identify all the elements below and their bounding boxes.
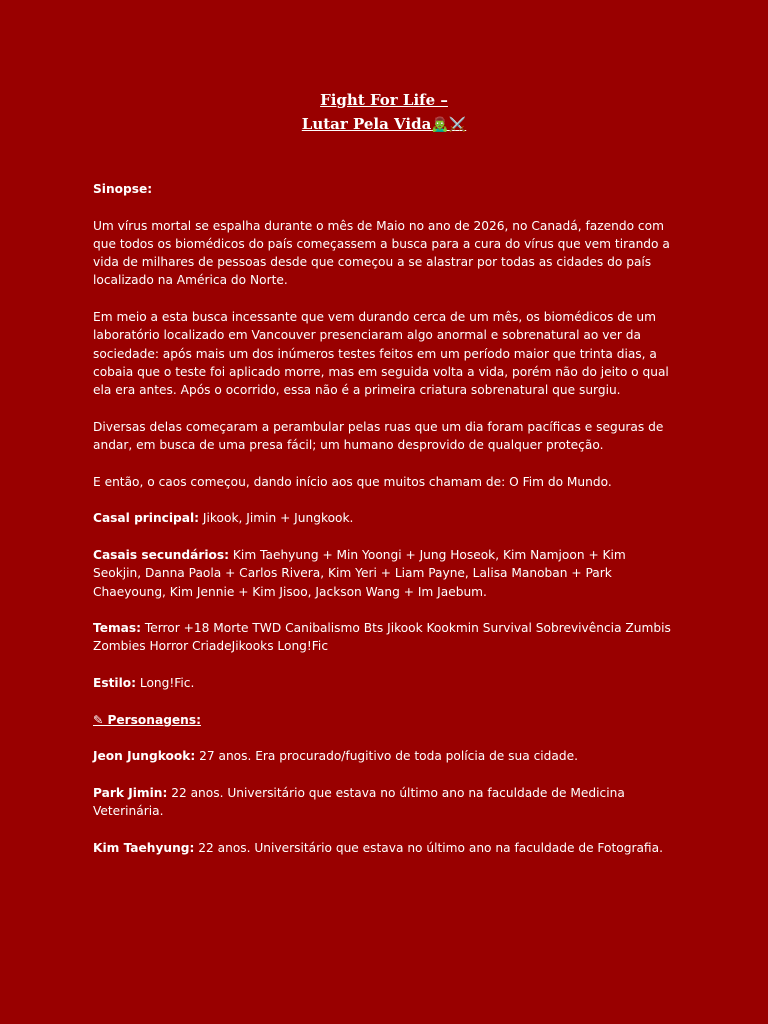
character-entry — [93, 747, 673, 765]
sinopse-heading — [93, 180, 673, 198]
character-description: 27 anos. Era procurado/fugitivo de toda polícia de sua cidade. — [195, 749, 578, 764]
main-couple-value: Jikook, Jimin + Jungkook. — [199, 511, 354, 526]
document-title — [0, 88, 768, 137]
zombie-swords-icon: 🧟‍♂️⚔️ — [431, 117, 467, 133]
themes-line — [93, 619, 673, 656]
character-name: Jeon Jungkook: — [93, 749, 196, 764]
main-couple-label: Casal principal: — [93, 511, 200, 526]
character-description: 22 anos. Universitário que estava no último ano na faculdade de Fotografia. — [194, 840, 663, 855]
characters-heading: ✎ Personagens: — [93, 712, 201, 727]
character-name: Kim Taehyung: — [93, 840, 195, 855]
secondary-couples-value: Kim Taehyung + Min Yoongi + Jung Hoseok, Kim Namjoon + Kim Seokjin, Danna Paola + Carlos Rivera, Kim Yeri + Liam Payne, Lalisa Manoban + Park Chaeyoung, Kim Jennie + Kim Jisoo, Jackson Wang + Im Jaebum. — [93, 547, 626, 599]
title-line-2-text: Lutar Pela Vida — [301, 115, 432, 133]
character-description: 22 anos. Universitário que estava no último ano na faculdade de Medicina Veterinária. — [93, 785, 625, 819]
themes-value: Terror +18 Morte TWD Canibalismo Bts Jikook Kookmin Survival Sobrevivência Zumbis Zombies Horror CriadeJikooks Long!Fic — [93, 621, 671, 654]
character-entry — [93, 784, 673, 821]
themes-label: Temas: — [93, 621, 142, 636]
synopsis-paragraph-1: Um vírus mortal se espalha durante o mês de Maio no ano de 2026, no Canadá, fazendo com que todos os biomédicos do país começassem a busca para a cura do vírus que vem tirando a vida de milhares de pessoas desde que começou a se alastrar por todas as cidades do país localizado na América do Norte. — [93, 218, 670, 288]
style-line — [93, 674, 673, 692]
document-body — [93, 180, 673, 875]
synopsis-paragraph-2: Em meio a esta busca incessante que vem durando cerca de um mês, os biomédicos de um laboratório localizado em Vancouver presenciaram algo anormal e sobrenatural ao ver da sociedade: após mais um dos inúmeros testes feitos em um período maior que trinta dias, a cobaia que o teste foi aplicado morre, mas em seguida volta a vida, porém não do jeito o qual ela era antes. Após o ocorrido, essa não é a primeira criatura sobrenatural que surgiu. — [93, 310, 669, 398]
style-label: Estilo: — [93, 676, 137, 691]
synopsis-paragraph-3: Diversas delas começaram a perambular pelas ruas que um dia foram pacíficas e seguras de andar, em busca de uma presa fácil; um humano desprovido de qualquer proteção. — [93, 419, 664, 453]
secondary-couples-label: Casais secundários: — [93, 547, 230, 562]
sinopse-label: Sinopse: — [93, 182, 153, 196]
title-line-2 — [0, 112, 768, 137]
character-entry — [93, 839, 673, 857]
main-couple-line — [93, 509, 673, 527]
synopsis-paragraph-4: E então, o caos começou, dando início aos que muitos chamam de: O Fim do Mundo. — [93, 474, 612, 489]
style-value: Long!Fic. — [136, 676, 195, 691]
title-line-1: Fight For Life – — [320, 91, 448, 109]
character-name: Park Jimin: — [93, 785, 168, 800]
secondary-couples-line — [93, 546, 673, 601]
characters-heading-line — [93, 711, 673, 729]
